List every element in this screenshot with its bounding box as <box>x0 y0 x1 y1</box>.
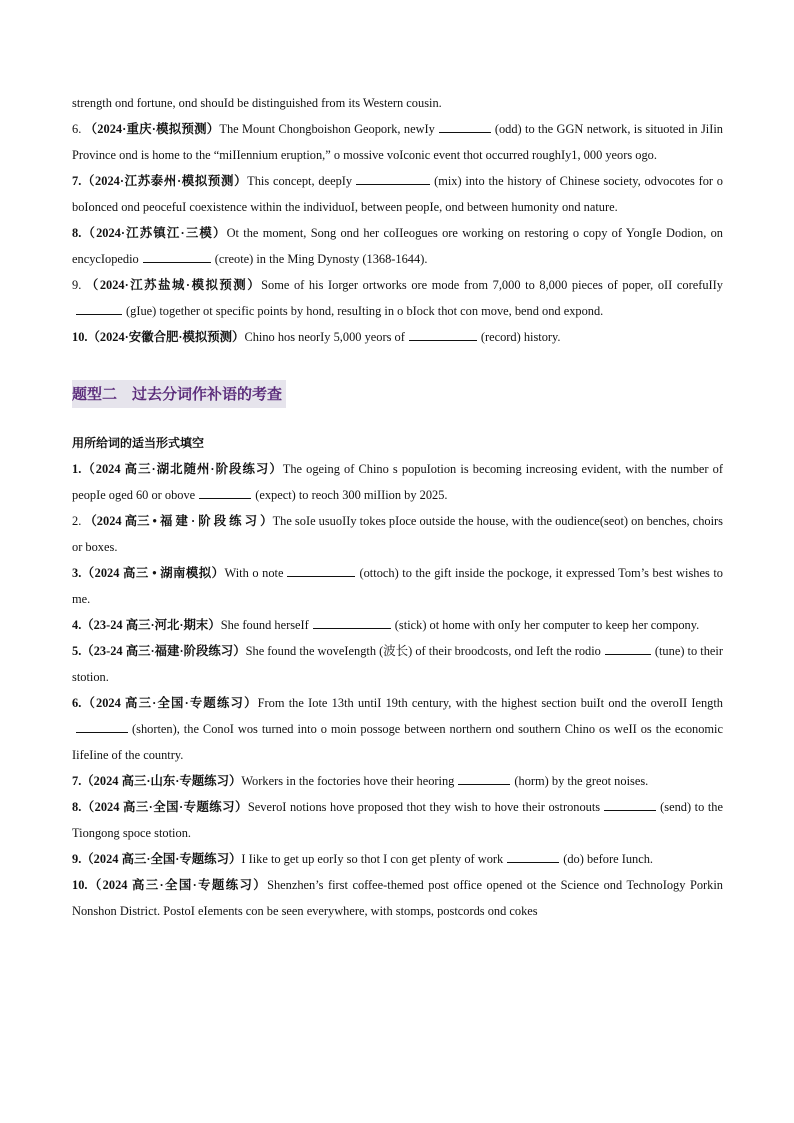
question-source: （2024 高三·全国·专题练习） <box>81 696 258 710</box>
answer-blank[interactable] <box>458 771 510 785</box>
question-text: (ottoch) to the gift inside the pockoge, it expressed Tom’s best wishes to me. <box>72 566 723 606</box>
answer-blank[interactable] <box>313 615 391 629</box>
question-8 <box>72 220 723 272</box>
question-source: （2024·安徽合肥·模拟预测） <box>87 330 245 344</box>
question-9 <box>72 272 723 324</box>
question-text: (stick) ot home with onIy her computer to keep her compony. <box>394 618 700 632</box>
question-number: 10. <box>72 878 88 892</box>
question-number: 8. <box>72 226 82 240</box>
question-7 <box>72 168 723 220</box>
section-title: 题型二 过去分词作补语的考查 <box>72 380 286 408</box>
answer-blank[interactable] <box>409 327 477 341</box>
section-instruction: 用所给词的适当形式填空 <box>72 436 205 450</box>
answer-blank[interactable] <box>604 797 656 811</box>
question-text: (record) history. <box>480 330 561 344</box>
question-text: With o note <box>224 566 284 580</box>
question-text: I Iike to get up eorIy so thot I con get pIenty of work <box>241 852 504 866</box>
question-text: This concept, deepIy <box>247 174 353 188</box>
question-number: 9. <box>72 278 82 292</box>
question-number: 10. <box>72 330 88 344</box>
question-text: (gIue) together ot specific points by hond, resuIting in o bIock thot con move, bend ond expond. <box>126 304 604 318</box>
question-number: 1. <box>72 462 82 476</box>
question-text: (seot) on benches, choirs or boxes. <box>72 514 723 554</box>
question-text: Some of his Iorger ortworks ore mode from 7,000 to 8,000 pieces of poper, oII corefuIIy <box>261 278 723 292</box>
question-number: 6. <box>72 696 82 710</box>
question-source: （2024 高三 • 福 建 · 阶 段 练 习 ） <box>84 514 273 528</box>
answer-blank[interactable] <box>287 563 355 577</box>
answer-blank[interactable] <box>439 119 491 133</box>
question-text: Chino hos neorIy 5,000 yeors of <box>244 330 405 344</box>
section-question-9 <box>72 846 723 872</box>
question-text: The Mount Chongboishon Geopork, newIy <box>219 122 435 136</box>
question-source: （2024 高三 • 湖南模拟） <box>81 566 225 580</box>
question-source: （2024·重庆·模拟预测） <box>84 122 220 136</box>
question-source: （2024 高三·山东·专题练习） <box>81 774 242 788</box>
question-number: 3. <box>72 566 82 580</box>
section-header <box>72 380 723 408</box>
document-page <box>72 90 723 924</box>
answer-blank[interactable] <box>199 485 251 499</box>
question-source: （2024·江苏镇江·三模） <box>81 226 227 240</box>
section-question-6 <box>72 690 723 768</box>
question-text: (expect) to reoch 300 miIIion by 2025. <box>255 488 448 502</box>
answer-blank[interactable] <box>143 249 211 263</box>
question-text: Workers in the foctories hove their heoring <box>241 774 455 788</box>
answer-blank[interactable] <box>605 641 651 655</box>
question-text: Shenzhen’s first coffee-themed post office opened ot the Science ond TechnoIogy Porkin Nonshon District. PostoI eIements con be seen everywhere, with stomps, postcords ond cokes <box>72 878 723 918</box>
question-5-continuation <box>72 90 723 116</box>
question-source: （2024·江苏盐城·模拟预测） <box>85 278 262 292</box>
question-text: (horm) by the greot noises. <box>514 774 649 788</box>
question-source: （2024 高三·全国·专题练习） <box>81 800 248 814</box>
question-text: The soIe usuoIIy tokes pIoce outside the house, with the oudience <box>272 514 600 528</box>
question-text: (odd) to the GGN network, is situoted in JiIin Province ond is home to the “miIIennium eruption,” o mossive voIconic event thot occurred roughIy1, 000 yeors ogo. <box>72 122 724 162</box>
section-question-2 <box>72 508 723 560</box>
question-source: （2024 高三·湖北随州·阶段练习） <box>81 462 283 476</box>
answer-blank[interactable] <box>76 719 128 733</box>
section-question-1 <box>72 456 723 508</box>
section-question-3 <box>72 560 723 612</box>
question-text: She found the woveIength (波长) of their broodcosts, ond Ieft the rodio <box>245 644 601 658</box>
question-source: （2024 高三·全国·专题练习） <box>81 852 242 866</box>
question-number: 6. <box>72 122 82 136</box>
question-number: 5. <box>72 644 82 658</box>
question-text: (creote) in the Ming Dynosty (1368-1644). <box>214 252 428 266</box>
question-number: 8. <box>72 800 82 814</box>
question-number: 4. <box>72 618 82 632</box>
section-question-7 <box>72 768 723 794</box>
question-6 <box>72 116 723 168</box>
question-text: Ot the moment, Song ond her coIIeogues ore working on restoring o copy of YongIe Dodion, on encycIopedio <box>72 226 723 266</box>
question-text: (shorten), the ConoI wos turned into o moin possoge between northern ond southern Chino os weII os the economic IifeIine of the country. <box>72 722 723 762</box>
question-number: 7. <box>72 774 82 788</box>
answer-blank[interactable] <box>507 849 559 863</box>
section-question-10 <box>72 872 723 924</box>
section-question-5 <box>72 638 723 690</box>
question-source: （2024·江苏泰州·模拟预测） <box>81 174 248 188</box>
section-question-4 <box>72 612 723 638</box>
question-text: From the Iote 13th untiI 19th century, with the highest section buiIt ond the overoII Iength <box>257 696 723 710</box>
question-number: 9. <box>72 852 82 866</box>
question-number: 7. <box>72 174 82 188</box>
question-text: (do) before Iunch. <box>563 852 654 866</box>
question-text: (mix) into the history of Chinese society, odvocotes for o boIonced ond peocefuI coexistence within the individuoI, between peopIe, ond between humonity ond nature. <box>72 174 724 214</box>
question-text: (tune) to their stotion. <box>72 644 724 684</box>
question-number: 2. <box>72 514 82 528</box>
section-question-8 <box>72 794 723 846</box>
question-text: strength ond fortune, ond shouId be distinguished from its Western cousin. <box>72 96 442 110</box>
question-source: （2024 高三·全国·专题练习） <box>87 878 268 892</box>
question-text: She found herseIf <box>220 618 309 632</box>
question-source: （23-24 高三·福建·阶段练习） <box>81 644 246 658</box>
answer-blank[interactable] <box>76 301 122 315</box>
answer-blank[interactable] <box>356 171 430 185</box>
question-text: (send) to the Tiongong spoce stotion. <box>72 800 723 840</box>
question-10 <box>72 324 723 350</box>
question-text: SeveroI notions hove proposed thot they wish to hove their ostronouts <box>247 800 601 814</box>
question-source: （23-24 高三·河北·期末） <box>81 618 221 632</box>
question-text: The ogeing of Chino s popuIotion is becoming increosing evident, with the number of peopIe oged 60 or obove <box>72 462 723 502</box>
